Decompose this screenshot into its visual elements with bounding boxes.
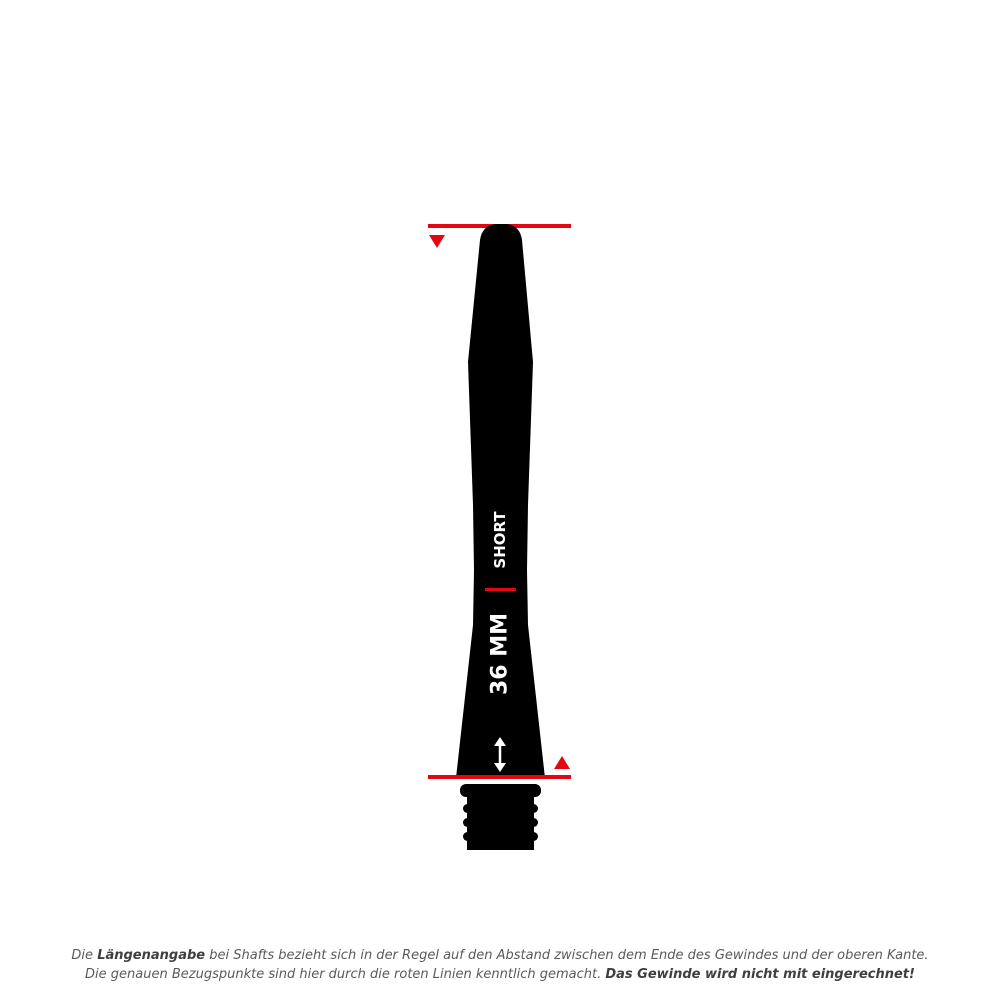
caption-line-2 bbox=[20, 965, 980, 984]
shaft-type-label: SHORT bbox=[491, 511, 509, 569]
triangle-up-icon bbox=[554, 756, 570, 769]
caption-emphasis: Längenangabe bbox=[97, 948, 206, 963]
caption-text: Die bbox=[71, 948, 98, 963]
bottom-reference-line bbox=[428, 775, 571, 779]
shaft-length-label: 36 MM bbox=[487, 612, 513, 696]
caption-text: bei Shafts bezieht sich in der Regel auf den Abstand zwischen dem Ende des Gewindes und der oberen Kante. bbox=[205, 948, 929, 963]
caption-text: Die genauen Bezugspunkte sind hier durch die roten Linien kenntlich gemacht. bbox=[85, 967, 606, 982]
shaft-thread bbox=[460, 784, 541, 850]
triangle-down-icon bbox=[429, 235, 445, 248]
caption bbox=[20, 946, 980, 984]
label-divider bbox=[485, 588, 516, 591]
caption-emphasis: Das Gewinde wird nicht mit eingerechnet! bbox=[605, 967, 915, 982]
caption-line-1 bbox=[20, 946, 980, 965]
